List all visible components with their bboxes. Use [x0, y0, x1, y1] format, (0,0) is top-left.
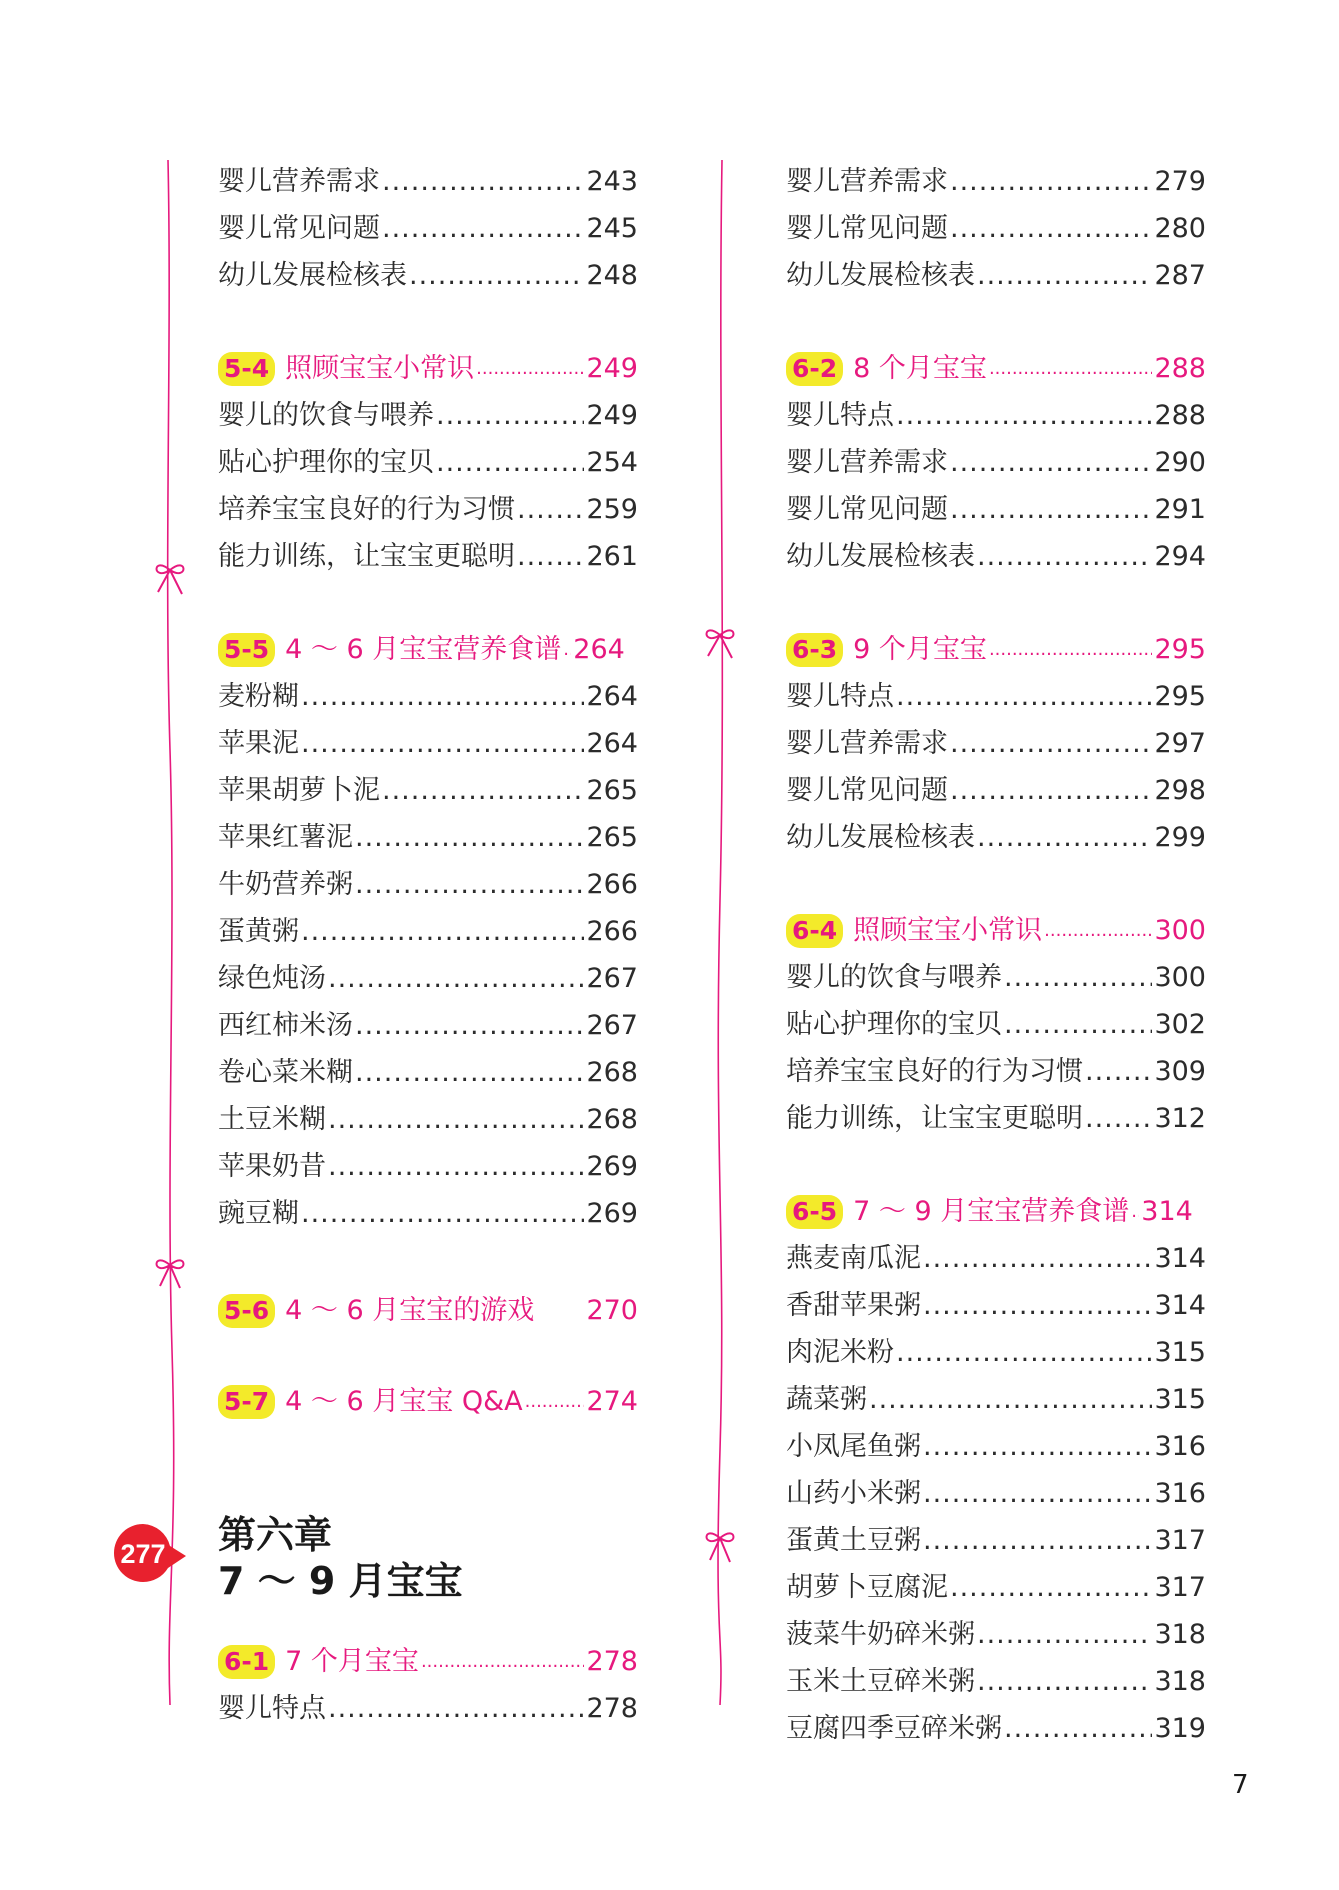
section-badge: 6-2	[786, 352, 843, 386]
toc-entry[interactable]: 豌豆糊 ..... 269	[218, 1184, 638, 1231]
leader-dots	[1085, 1055, 1152, 1089]
toc-section-5-4[interactable]: 5-4 照顾宝宝小常识 ..... 249	[218, 339, 638, 386]
leader-dots	[977, 1665, 1152, 1699]
toc-entry[interactable]: 幼儿发展检核表 ..... 294	[786, 527, 1206, 574]
toc-entry[interactable]: 婴儿营养需求 ..... 243	[218, 152, 638, 199]
toc-entry[interactable]: 蛋黄粥 ..... 266	[218, 902, 638, 949]
leader-dots	[301, 1197, 584, 1231]
toc-section-6-1[interactable]: 6-1 7 个月宝宝 ..... 278	[218, 1632, 638, 1679]
leader-dots	[950, 493, 1152, 527]
section-title: 4 ～ 6 月宝宝 Q&A	[285, 1386, 523, 1417]
toc-entry[interactable]: 玉米土豆碎米粥 ..... 318	[786, 1652, 1206, 1699]
toc-entry[interactable]: 蛋黄土豆粥 ..... 317	[786, 1511, 1206, 1558]
toc-entry[interactable]: 婴儿特点 ..... 288	[786, 386, 1206, 433]
toc-entry[interactable]: 幼儿发展检核表 ..... 287	[786, 246, 1206, 293]
toc-section-6-3[interactable]: 6-3 9 个月宝宝 ..... 295	[786, 620, 1206, 667]
leader-dots	[382, 212, 584, 246]
leader-dots	[525, 1385, 585, 1419]
section-badge: 5-5	[218, 633, 275, 667]
toc-entry[interactable]: 培养宝宝良好的行为习惯 ..... 259	[218, 480, 638, 527]
leader-dots	[896, 680, 1152, 714]
toc-left-column	[218, 152, 638, 1419]
leader-dots	[563, 633, 571, 667]
toc-section-6-2[interactable]: 6-2 8 个月宝宝 ..... 288	[786, 339, 1206, 386]
toc-entry[interactable]: 贴心护理你的宝贝 ..... 254	[218, 433, 638, 480]
toc-entry[interactable]: 小凤尾鱼粥 ..... 316	[786, 1417, 1206, 1464]
toc-section-5-7[interactable]: 5-7 4 ～ 6 月宝宝 Q&A ..... 274	[218, 1372, 638, 1419]
section-badge: 5-6	[218, 1294, 275, 1328]
section-badge: 5-4	[218, 352, 275, 386]
chapter-heading[interactable]	[218, 1512, 463, 1604]
leader-dots	[1085, 1102, 1152, 1136]
leader-dots	[355, 1056, 584, 1090]
toc-entry[interactable]: 婴儿营养需求 ..... 290	[786, 433, 1206, 480]
toc-section-6-5[interactable]: 6-5 7 ～ 9 月宝宝营养食谱 ..... 314	[786, 1182, 1206, 1229]
leader-dots	[355, 1009, 584, 1043]
leader-dots	[517, 540, 584, 574]
toc-entry[interactable]: 卷心菜米糊 ..... 268	[218, 1043, 638, 1090]
toc-entry[interactable]: 培养宝宝良好的行为习惯 ..... 309	[786, 1042, 1206, 1089]
toc-section-6-4[interactable]: 6-4 照顾宝宝小常识 ..... 300	[786, 901, 1206, 948]
toc-entry[interactable]: 苹果红薯泥 ..... 265	[218, 808, 638, 855]
leader-dots	[989, 633, 1153, 667]
leader-dots	[1004, 1712, 1152, 1746]
leader-dots	[923, 1477, 1152, 1511]
leader-dots	[517, 493, 584, 527]
leader-dots	[896, 399, 1152, 433]
leader-dots	[923, 1242, 1152, 1276]
toc-entry[interactable]: 土豆米糊 ..... 268	[218, 1090, 638, 1137]
leader-dots	[301, 915, 584, 949]
leader-dots	[977, 1618, 1152, 1652]
toc-entry[interactable]: 婴儿营养需求 ..... 279	[786, 152, 1206, 199]
toc-entry[interactable]: 婴儿常见问题 ..... 298	[786, 761, 1206, 808]
leader-dots	[950, 446, 1152, 480]
section-title: 7 ～ 9 月宝宝营养食谱	[853, 1196, 1130, 1227]
leader-dots	[950, 212, 1152, 246]
section-title: 7 个月宝宝	[285, 1646, 419, 1677]
leader-dots	[977, 821, 1152, 855]
toc-entry[interactable]: 婴儿特点 ..... 295	[786, 667, 1206, 714]
leader-dots	[923, 1430, 1152, 1464]
decorative-string-right	[700, 150, 760, 1710]
page-number: 7	[1232, 1770, 1249, 1800]
section-badge: 6-3	[786, 633, 843, 667]
leader-dots	[1131, 1195, 1139, 1229]
toc-right-column	[786, 152, 1206, 1746]
toc-entry[interactable]: 菠菜牛奶碎米粥 ..... 318	[786, 1605, 1206, 1652]
leader-dots	[950, 727, 1152, 761]
leader-dots	[923, 1524, 1152, 1558]
toc-entry[interactable]: 绿色炖汤 ..... 267	[218, 949, 638, 996]
leader-dots	[476, 352, 584, 386]
leader-dots	[950, 165, 1152, 199]
toc-entry[interactable]: 蔬菜粥 ..... 315	[786, 1370, 1206, 1417]
toc-entry[interactable]: 婴儿常见问题 ..... 280	[786, 199, 1206, 246]
toc-section-5-6[interactable]: 5-6 4 ～ 6 月宝宝的游戏 270	[218, 1281, 638, 1328]
leader-dots	[382, 774, 584, 808]
toc-entry[interactable]: 牛奶营养粥 ..... 266	[218, 855, 638, 902]
toc-entry[interactable]: 胡萝卜豆腐泥 ..... 317	[786, 1558, 1206, 1605]
leader-dots	[301, 680, 584, 714]
toc-entry[interactable]: 贴心护理你的宝贝 ..... 302	[786, 995, 1206, 1042]
chapter-page-badge	[112, 1522, 190, 1584]
toc-entry[interactable]: 幼儿发展检核表 ..... 248	[218, 246, 638, 293]
leader-dots	[328, 1103, 584, 1137]
section-title: 8 个月宝宝	[853, 353, 987, 384]
leader-dots	[977, 259, 1152, 293]
leader-dots	[1004, 1008, 1152, 1042]
toc-entry[interactable]: 香甜苹果粥 ..... 314	[786, 1276, 1206, 1323]
toc-entry[interactable]: 能力训练，让宝宝更聪明 ..... 312	[786, 1089, 1206, 1136]
leader-dots	[950, 774, 1152, 808]
section-badge: 6-1	[218, 1645, 275, 1679]
leader-dots	[923, 1289, 1152, 1323]
section-title: 9 个月宝宝	[853, 634, 987, 665]
leader-dots	[328, 1150, 584, 1184]
leader-dots	[989, 352, 1153, 386]
toc-entry[interactable]: 肉泥米粉 ..... 315	[786, 1323, 1206, 1370]
toc-left-column-bottom	[218, 1632, 638, 1726]
toc-entry[interactable]: 婴儿的饮食与喂养 ..... 300	[786, 948, 1206, 995]
leader-dots	[382, 165, 584, 199]
section-title: 4 ～ 6 月宝宝的游戏	[285, 1295, 535, 1326]
leader-dots	[421, 1645, 585, 1679]
toc-entry[interactable]: 西红柿米汤 ..... 267	[218, 996, 638, 1043]
toc-entry[interactable]: 婴儿常见问题 ..... 245	[218, 199, 638, 246]
toc-section-5-5[interactable]: 5-5 4 ～ 6 月宝宝营养食谱 ..... 264	[218, 620, 638, 667]
leader-dots	[869, 1383, 1152, 1417]
section-badge: 6-4	[786, 914, 843, 948]
section-badge: 6-5	[786, 1195, 843, 1229]
toc-entry[interactable]: 婴儿的饮食与喂养 ..... 249	[218, 386, 638, 433]
toc-entry[interactable]: 苹果胡萝卜泥 ..... 265	[218, 761, 638, 808]
chapter-number: 第六章	[218, 1513, 333, 1557]
leader-dots	[1044, 914, 1152, 948]
leader-dots	[950, 1571, 1152, 1605]
leader-dots	[301, 727, 584, 761]
section-title: 4 ～ 6 月宝宝营养食谱	[285, 634, 562, 665]
toc-entry[interactable]: 苹果泥 ..... 264	[218, 714, 638, 761]
leader-dots	[409, 259, 584, 293]
chapter-title: 7 ～ 9 月宝宝	[218, 1559, 463, 1603]
toc-entry[interactable]: 豆腐四季豆碎米粥 ..... 319	[786, 1699, 1206, 1746]
leader-dots	[1004, 961, 1152, 995]
toc-entry[interactable]: 麦粉糊 ..... 264	[218, 667, 638, 714]
toc-entry[interactable]: 婴儿营养需求 ..... 297	[786, 714, 1206, 761]
toc-entry[interactable]: 婴儿特点 ..... 278	[218, 1679, 638, 1726]
leader-dots	[328, 962, 584, 996]
decorative-string-left	[150, 150, 210, 1710]
leader-dots	[977, 540, 1152, 574]
section-title: 照顾宝宝小常识	[285, 353, 475, 384]
toc-entry[interactable]: 能力训练，让宝宝更聪明 ..... 261	[218, 527, 638, 574]
toc-entry[interactable]: 山药小米粥 ..... 316	[786, 1464, 1206, 1511]
toc-entry[interactable]: 燕麦南瓜泥 ..... 314	[786, 1229, 1206, 1276]
leader-dots	[355, 868, 584, 902]
toc-entry[interactable]: 苹果奶昔 ..... 269	[218, 1137, 638, 1184]
leader-dots	[436, 399, 584, 433]
toc-entry[interactable]: 幼儿发展检核表 ..... 299	[786, 808, 1206, 855]
section-title: 照顾宝宝小常识	[853, 915, 1043, 946]
toc-entry[interactable]: 婴儿常见问题 ..... 291	[786, 480, 1206, 527]
leader-dots	[328, 1692, 584, 1726]
leader-dots	[355, 821, 584, 855]
leader-dots	[896, 1336, 1152, 1370]
leader-dots	[436, 446, 584, 480]
svg-text:277: 277	[120, 1539, 166, 1569]
section-badge: 5-7	[218, 1385, 275, 1419]
